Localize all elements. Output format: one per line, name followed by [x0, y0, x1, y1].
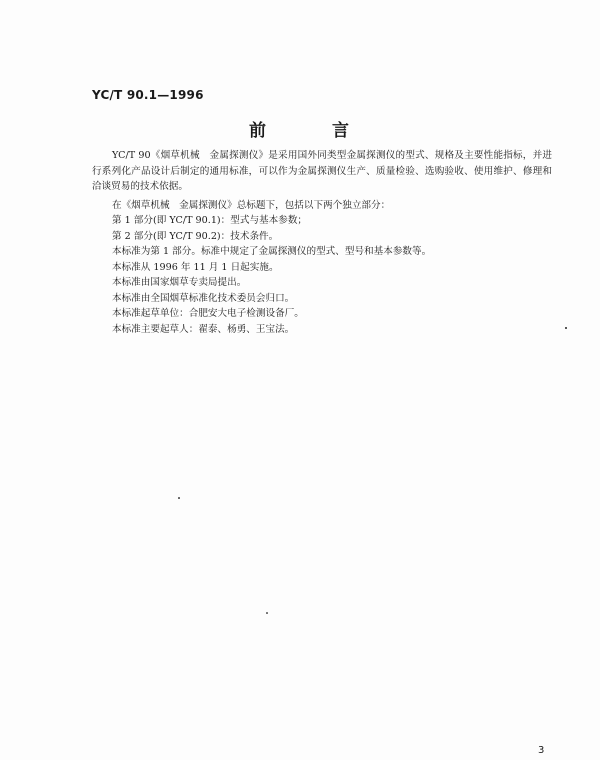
paragraph-responsible: 本标准由全国烟草标准化技术委员会归口。	[112, 292, 295, 304]
scan-speck	[178, 497, 180, 499]
paragraph-drafting-unit: 本标准起草单位：合肥安大电子检测设备厂。	[112, 308, 304, 319]
paragraph-scope: 本标准为第 1 部分。标准中规定了金属探测仪的型式、型号和基本参数等。	[112, 246, 432, 257]
paragraph-drafters: 本标准主要起草人：翟泰、杨勇、王宝法。	[112, 323, 295, 335]
standard-code: YC/T 90.1—1996	[92, 88, 204, 102]
paragraph-part1: 第 1 部分(即 YC/T 90.1)：型式与基本参数；	[112, 215, 308, 226]
page-number: 3	[538, 745, 545, 756]
page-title: 前 言	[249, 121, 379, 141]
paragraph-proposer: 本标准由国家烟草专卖局提出。	[112, 277, 247, 288]
paragraph-intro: YC/T 90《烟草机械 金属探测仪》是采用国外同类型金属探测仪的型式、规格及主要性能指标，并进行系列化产品设计后制定的通用标准，可以作为金属探测仪生产、质量检验、选购验收、使用维护、修理和洽谈贸易的技术依据。	[92, 150, 552, 192]
scan-speck	[266, 612, 268, 614]
foreword-body	[92, 148, 552, 337]
scan-speck	[565, 327, 567, 329]
paragraph-part2: 第 2 部分(即 YC/T 90.2)：技术条件。	[112, 230, 279, 242]
paragraph-structure: 在《烟草机械 金属探测仪》总标题下，包括以下两个独立部分：	[112, 199, 391, 211]
paragraph-effective-date: 本标准从 1996 年 11 月 1 日起实施。	[112, 261, 279, 273]
